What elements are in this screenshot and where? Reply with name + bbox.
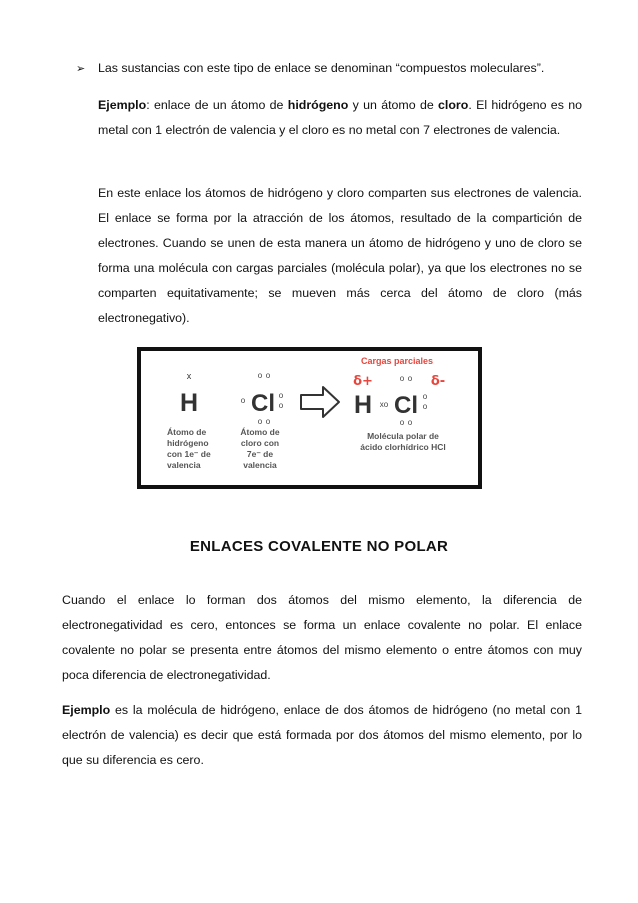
hcl-diagram	[141, 351, 478, 485]
delta-minus-label: δ-	[430, 374, 446, 389]
example-label: Ejemplo	[98, 98, 147, 112]
cl-electron-mark: o	[265, 371, 271, 380]
molecule-caption-line: Molécula polar de	[367, 431, 439, 441]
cl-caption-line: 7e⁻ de	[246, 449, 274, 459]
molecule-electron-mark: o	[407, 418, 413, 427]
example-hcl-paragraph	[98, 93, 582, 143]
hcl-formation-figure	[137, 347, 482, 489]
h-atom-symbol: H	[179, 389, 199, 417]
h-electron-mark: x	[186, 371, 192, 381]
bullet-text: Las sustancias con este tipo de enlace se denominan “compuestos moleculares”.	[98, 61, 545, 75]
cl-caption-line: Átomo de	[240, 427, 280, 437]
hydrogen-bold: hidrógeno	[287, 98, 349, 112]
h-caption-line: valencia	[167, 460, 201, 470]
partial-charges-title: Cargas parciales	[360, 356, 434, 366]
cl-electron-mark: o	[257, 417, 263, 426]
sharing-paragraph: En este enlace los átomos de hidrógeno y cloro comparten sus electrones de valencia. El enlace se forma por la atracción de los átomos, resultado de la compartición de electrones. Cuando se unen de esta manera un átomo de hidrógeno y uno de cloro se forma una molécula con cargas parciales (molécula polar), ya que los electrones no se comparten equitativamente; se mueven más cerca del átomo de cloro (más electronegativo).	[98, 186, 582, 325]
molecule-electron-mark: o	[399, 418, 405, 427]
shared-electron-pair: xo	[379, 400, 389, 409]
cl-electron-mark: o	[257, 371, 263, 380]
example-text-3: . El hidrógeno es no metal con 1 electrón de valencia y el cloro es no metal con 7 electrones de valencia.	[98, 98, 582, 137]
molecule-electron-mark: o	[422, 402, 428, 411]
molecule-caption	[360, 431, 446, 452]
cl-atom-caption	[240, 427, 279, 470]
molecule-caption-line: ácido clorhídrico HCl	[360, 442, 446, 452]
chlorine-bold: cloro	[438, 98, 469, 112]
example2-text: es la molécula de hidrógeno, enlace de dos átomos de hidrógeno (no metal con 1 electrón de valencia) es decir que está formada por dos átomos del mismo elemento, por lo que su diferencia es cero.	[62, 703, 582, 767]
molecule-electron-mark: o	[422, 392, 428, 401]
bullet-item	[76, 56, 582, 82]
molecule-electron-mark: o	[407, 374, 413, 383]
example-text-2: y un átomo de	[348, 98, 439, 112]
h-caption-line: Átomo de	[167, 427, 207, 437]
nonpolar-definition-paragraph: Cuando el enlace lo forman dos átomos del mismo elemento, la diferencia de electronegatividad es cero, entonces se forma un enlace covalente no polar. El enlace covalente no polar se presenta entre átomos del mismo elemento o entre átomos con muy poca diferencia de electronegatividad.	[62, 593, 582, 682]
cl-electron-mark: o	[240, 396, 246, 405]
cl-atom-symbol: Cl	[251, 390, 275, 417]
h-atom-caption	[167, 427, 211, 470]
reaction-arrow-icon	[301, 387, 339, 417]
cl-caption-line: valencia	[243, 460, 277, 470]
example-h2-paragraph	[62, 698, 582, 773]
delta-plus-label: δ+	[353, 374, 373, 389]
molecule-cl-symbol: Cl	[394, 392, 418, 419]
cl-caption-line: cloro con	[240, 438, 280, 448]
example-text-1: : enlace de un átomo de	[146, 98, 288, 112]
example2-label: Ejemplo	[62, 703, 111, 717]
cl-electron-mark: o	[278, 391, 284, 400]
molecule-electron-mark: o	[399, 374, 405, 383]
molecule-h-symbol: H	[353, 391, 373, 419]
h-caption-line: con 1e⁻ de	[167, 449, 211, 459]
cl-electron-mark: o	[265, 417, 271, 426]
arrow-bullet-icon: ➢	[76, 63, 86, 75]
h-caption-line: hidrógeno	[167, 438, 209, 448]
section-heading: ENLACES COVALENTE NO POLAR	[189, 538, 449, 555]
cl-electron-mark: o	[278, 401, 284, 410]
